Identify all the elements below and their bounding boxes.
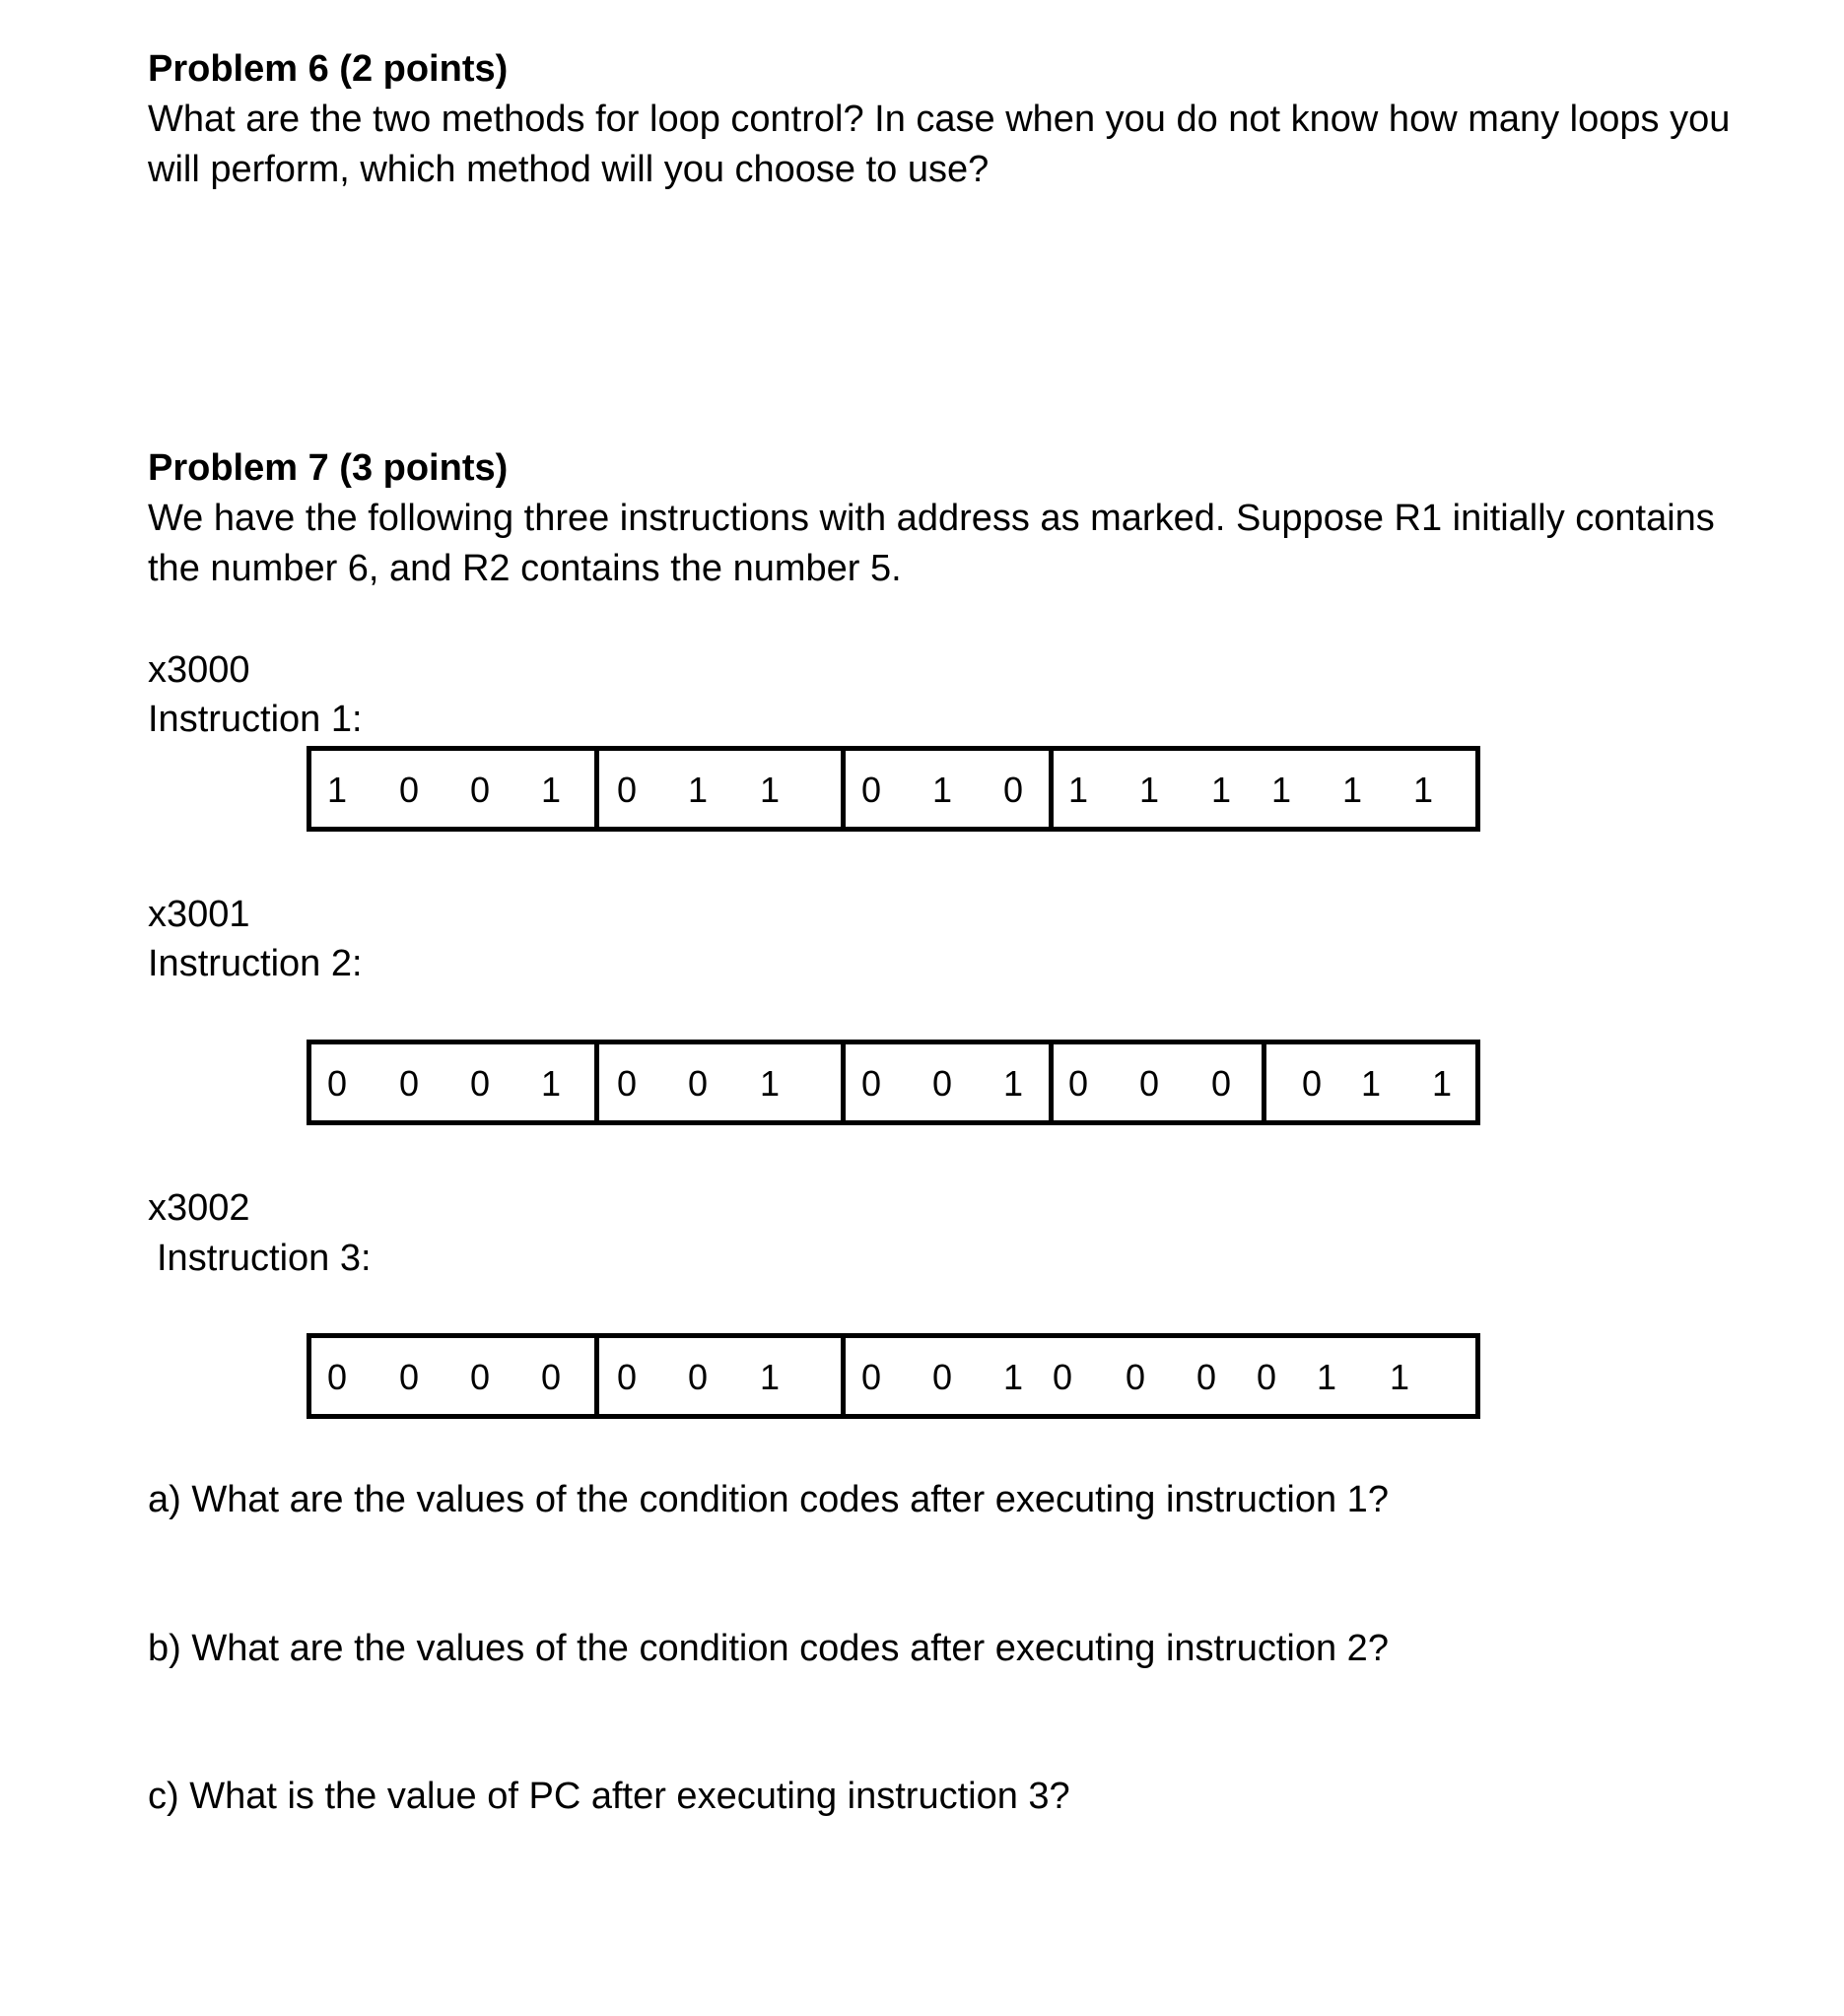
instruction2-bit: 0 bbox=[1067, 1063, 1089, 1104]
instruction1-bit: 1 bbox=[931, 770, 953, 810]
instruction3-bit: 0 bbox=[860, 1357, 882, 1397]
instruction2-bit: 1 bbox=[1360, 1063, 1382, 1104]
instruction2-label: Instruction 2: bbox=[148, 943, 363, 984]
instruction1-bit: 1 bbox=[1067, 770, 1089, 810]
problem6-question-line2: will perform, which method will you choose to use? bbox=[148, 149, 990, 190]
instruction1-bit: 1 bbox=[687, 770, 709, 810]
instruction1-bit: 1 bbox=[540, 770, 562, 810]
instruction2-field-divider bbox=[1049, 1040, 1054, 1125]
instruction2-bit: 1 bbox=[1002, 1063, 1024, 1104]
instruction1-field-divider bbox=[594, 746, 599, 832]
instruction3-bit: 0 bbox=[931, 1357, 953, 1397]
instruction1-bit: 0 bbox=[398, 770, 420, 810]
instruction2-address: x3001 bbox=[148, 894, 250, 935]
instruction1-bit: 1 bbox=[759, 770, 781, 810]
instruction1-bit: 1 bbox=[1210, 770, 1232, 810]
instruction2-bit: 0 bbox=[326, 1063, 348, 1104]
instruction3-address: x3002 bbox=[148, 1187, 250, 1229]
instruction3-field-divider bbox=[841, 1333, 846, 1419]
instruction2-bit: 0 bbox=[398, 1063, 420, 1104]
instruction2-bit: 1 bbox=[1431, 1063, 1453, 1104]
instruction1-bit: 0 bbox=[1002, 770, 1024, 810]
instruction2-bit: 0 bbox=[1138, 1063, 1160, 1104]
instruction3-bit: 0 bbox=[1256, 1357, 1277, 1397]
instruction2-field-divider bbox=[841, 1040, 846, 1125]
instruction3-bit: 0 bbox=[1052, 1357, 1073, 1397]
instruction3-bit: 0 bbox=[687, 1357, 709, 1397]
instruction3-bit: 0 bbox=[469, 1357, 491, 1397]
instruction2-bit: 0 bbox=[469, 1063, 491, 1104]
instruction3-bit: 0 bbox=[540, 1357, 562, 1397]
instruction2-bit: 0 bbox=[931, 1063, 953, 1104]
instruction1-address: x3000 bbox=[148, 649, 250, 691]
instruction1-bit: 1 bbox=[1270, 770, 1292, 810]
instruction2-bit: 0 bbox=[1301, 1063, 1323, 1104]
instruction1-label: Instruction 1: bbox=[148, 699, 363, 740]
problem7-title: Problem 7 (3 points) bbox=[148, 447, 509, 489]
problem6-title: Problem 6 (2 points) bbox=[148, 48, 509, 90]
problem6-question-line1: What are the two methods for loop control? In case when you do not know how many loops you bbox=[148, 99, 1731, 140]
question-a: a) What are the values of the condition codes after executing instruction 1? bbox=[148, 1479, 1389, 1520]
instruction1-field-divider bbox=[841, 746, 846, 832]
instruction1-bit: 1 bbox=[1341, 770, 1363, 810]
instruction1-field-divider bbox=[1049, 746, 1054, 832]
instruction3-bit: 0 bbox=[616, 1357, 638, 1397]
instruction2-field-divider bbox=[594, 1040, 599, 1125]
instruction3-bit: 0 bbox=[398, 1357, 420, 1397]
instruction2-bit: 0 bbox=[616, 1063, 638, 1104]
instruction2-bit: 0 bbox=[1210, 1063, 1232, 1104]
question-b: b) What are the values of the condition codes after executing instruction 2? bbox=[148, 1628, 1389, 1669]
instruction3-bit: 0 bbox=[1125, 1357, 1146, 1397]
instruction1-bit: 0 bbox=[860, 770, 882, 810]
instruction3-bit: 1 bbox=[1316, 1357, 1337, 1397]
instruction2-bit: 1 bbox=[759, 1063, 781, 1104]
instruction2-field-divider bbox=[1262, 1040, 1266, 1125]
instruction3-bit: 1 bbox=[1389, 1357, 1410, 1397]
instruction3-bit: 1 bbox=[759, 1357, 781, 1397]
instruction3-bit: 0 bbox=[1195, 1357, 1217, 1397]
instruction3-field-divider bbox=[594, 1333, 599, 1419]
instruction3-bit: 0 bbox=[326, 1357, 348, 1397]
instruction3-bit: 1 bbox=[1002, 1357, 1024, 1397]
instruction1-bit: 1 bbox=[326, 770, 348, 810]
instruction2-bit: 1 bbox=[540, 1063, 562, 1104]
instruction1-bit: 1 bbox=[1138, 770, 1160, 810]
instruction1-bit: 0 bbox=[616, 770, 638, 810]
instruction1-bit: 0 bbox=[469, 770, 491, 810]
instruction3-label: Instruction 3: bbox=[157, 1238, 372, 1279]
question-c: c) What is the value of PC after executing instruction 3? bbox=[148, 1776, 1070, 1817]
instruction2-bit: 0 bbox=[860, 1063, 882, 1104]
problem7-intro-line2: the number 6, and R2 contains the number 5. bbox=[148, 548, 902, 589]
instruction2-bit: 0 bbox=[687, 1063, 709, 1104]
problem7-intro-line1: We have the following three instructions with address as marked. Suppose R1 initially contains bbox=[148, 498, 1715, 539]
instruction1-bit: 1 bbox=[1412, 770, 1434, 810]
